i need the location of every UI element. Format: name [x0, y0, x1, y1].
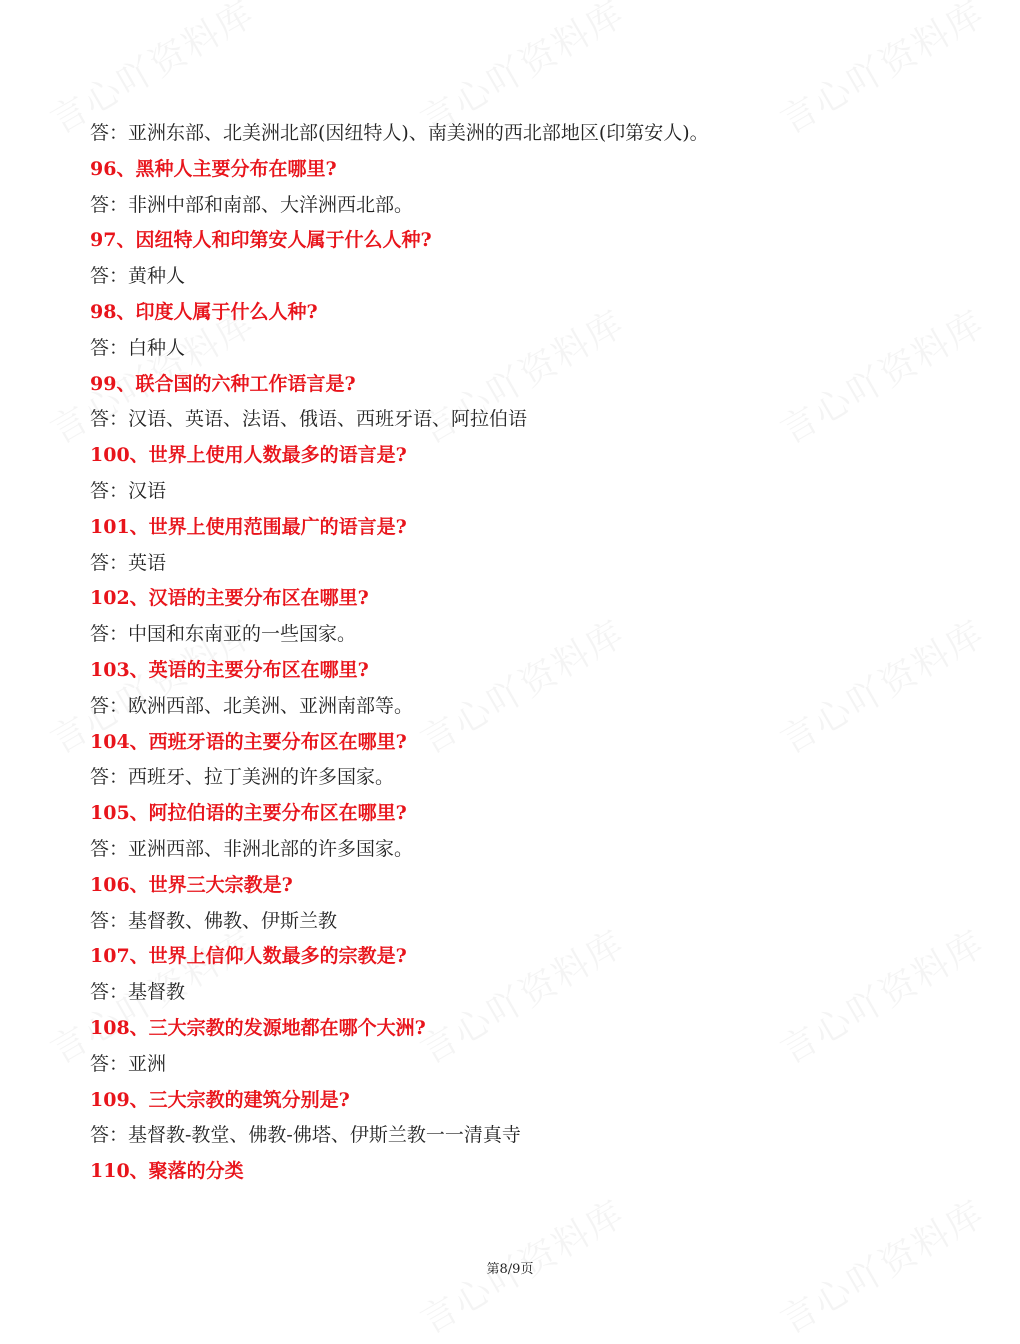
answer-line: 答：汉语、英语、法语、俄语、西班牙语、阿拉伯语 — [90, 408, 528, 431]
answer-line: 答：英语 — [90, 551, 167, 574]
question-line: 100、世界上使用人数最多的语言是? — [90, 444, 407, 467]
question-line: 109、三大宗教的建筑分别是? — [90, 1088, 350, 1111]
answer-line: 答：西班牙、拉丁美洲的许多国家。 — [90, 766, 395, 789]
question-line: 102、汉语的主要分布区在哪里? — [90, 587, 369, 610]
question-line: 98、印度人属于什么人种? — [90, 300, 318, 323]
answer-line: 答：汉语 — [90, 479, 167, 502]
answer-line: 答：基督教、佛教、伊斯兰教 — [90, 909, 338, 932]
document-body — [90, 116, 950, 1190]
answer-line: 答：欧洲西部、北美洲、亚洲南部等。 — [90, 694, 414, 717]
page-number: 第8/9页 — [486, 1262, 534, 1277]
answer-line: 答：中国和东南亚的一些国家。 — [90, 623, 357, 646]
question-line: 105、阿拉伯语的主要分布区在哪里? — [90, 802, 407, 825]
question-line: 99、联合国的六种工作语言是? — [90, 372, 356, 395]
answer-line: 答：亚洲东部、北美洲北部(因纽特人)、南美洲的西北部地区(印第安人)。 — [90, 122, 709, 144]
question-line: 106、世界三大宗教是? — [90, 873, 293, 896]
answer-line: 答：亚洲西部、非洲北部的许多国家。 — [90, 837, 414, 860]
answer-line: 答：基督教 — [90, 981, 186, 1004]
question-line: 108、三大宗教的发源地都在哪个大洲? — [90, 1016, 426, 1039]
question-line: 96、黑种人主要分布在哪里? — [90, 157, 337, 180]
question-line: 107、世界上信仰人数最多的宗教是? — [90, 945, 407, 968]
question-line: 101、世界上使用范围最广的语言是? — [90, 515, 407, 538]
question-line: 103、英语的主要分布区在哪里? — [90, 658, 369, 681]
answer-line: 答：亚洲 — [90, 1052, 167, 1075]
question-line: 104、西班牙语的主要分布区在哪里? — [90, 730, 407, 753]
question-line: 97、因纽特人和印第安人属于什么人种? — [90, 229, 432, 252]
question-line: 110、聚落的分类 — [90, 1160, 244, 1183]
answer-line: 答：基督教-教堂、佛教-佛塔、伊斯兰教一一清真寺 — [90, 1124, 521, 1147]
answer-line: 答：黄种人 — [90, 265, 186, 288]
answer-line: 答：白种人 — [90, 336, 186, 359]
answer-line: 答：非洲中部和南部、大洋洲西北部。 — [90, 193, 414, 216]
